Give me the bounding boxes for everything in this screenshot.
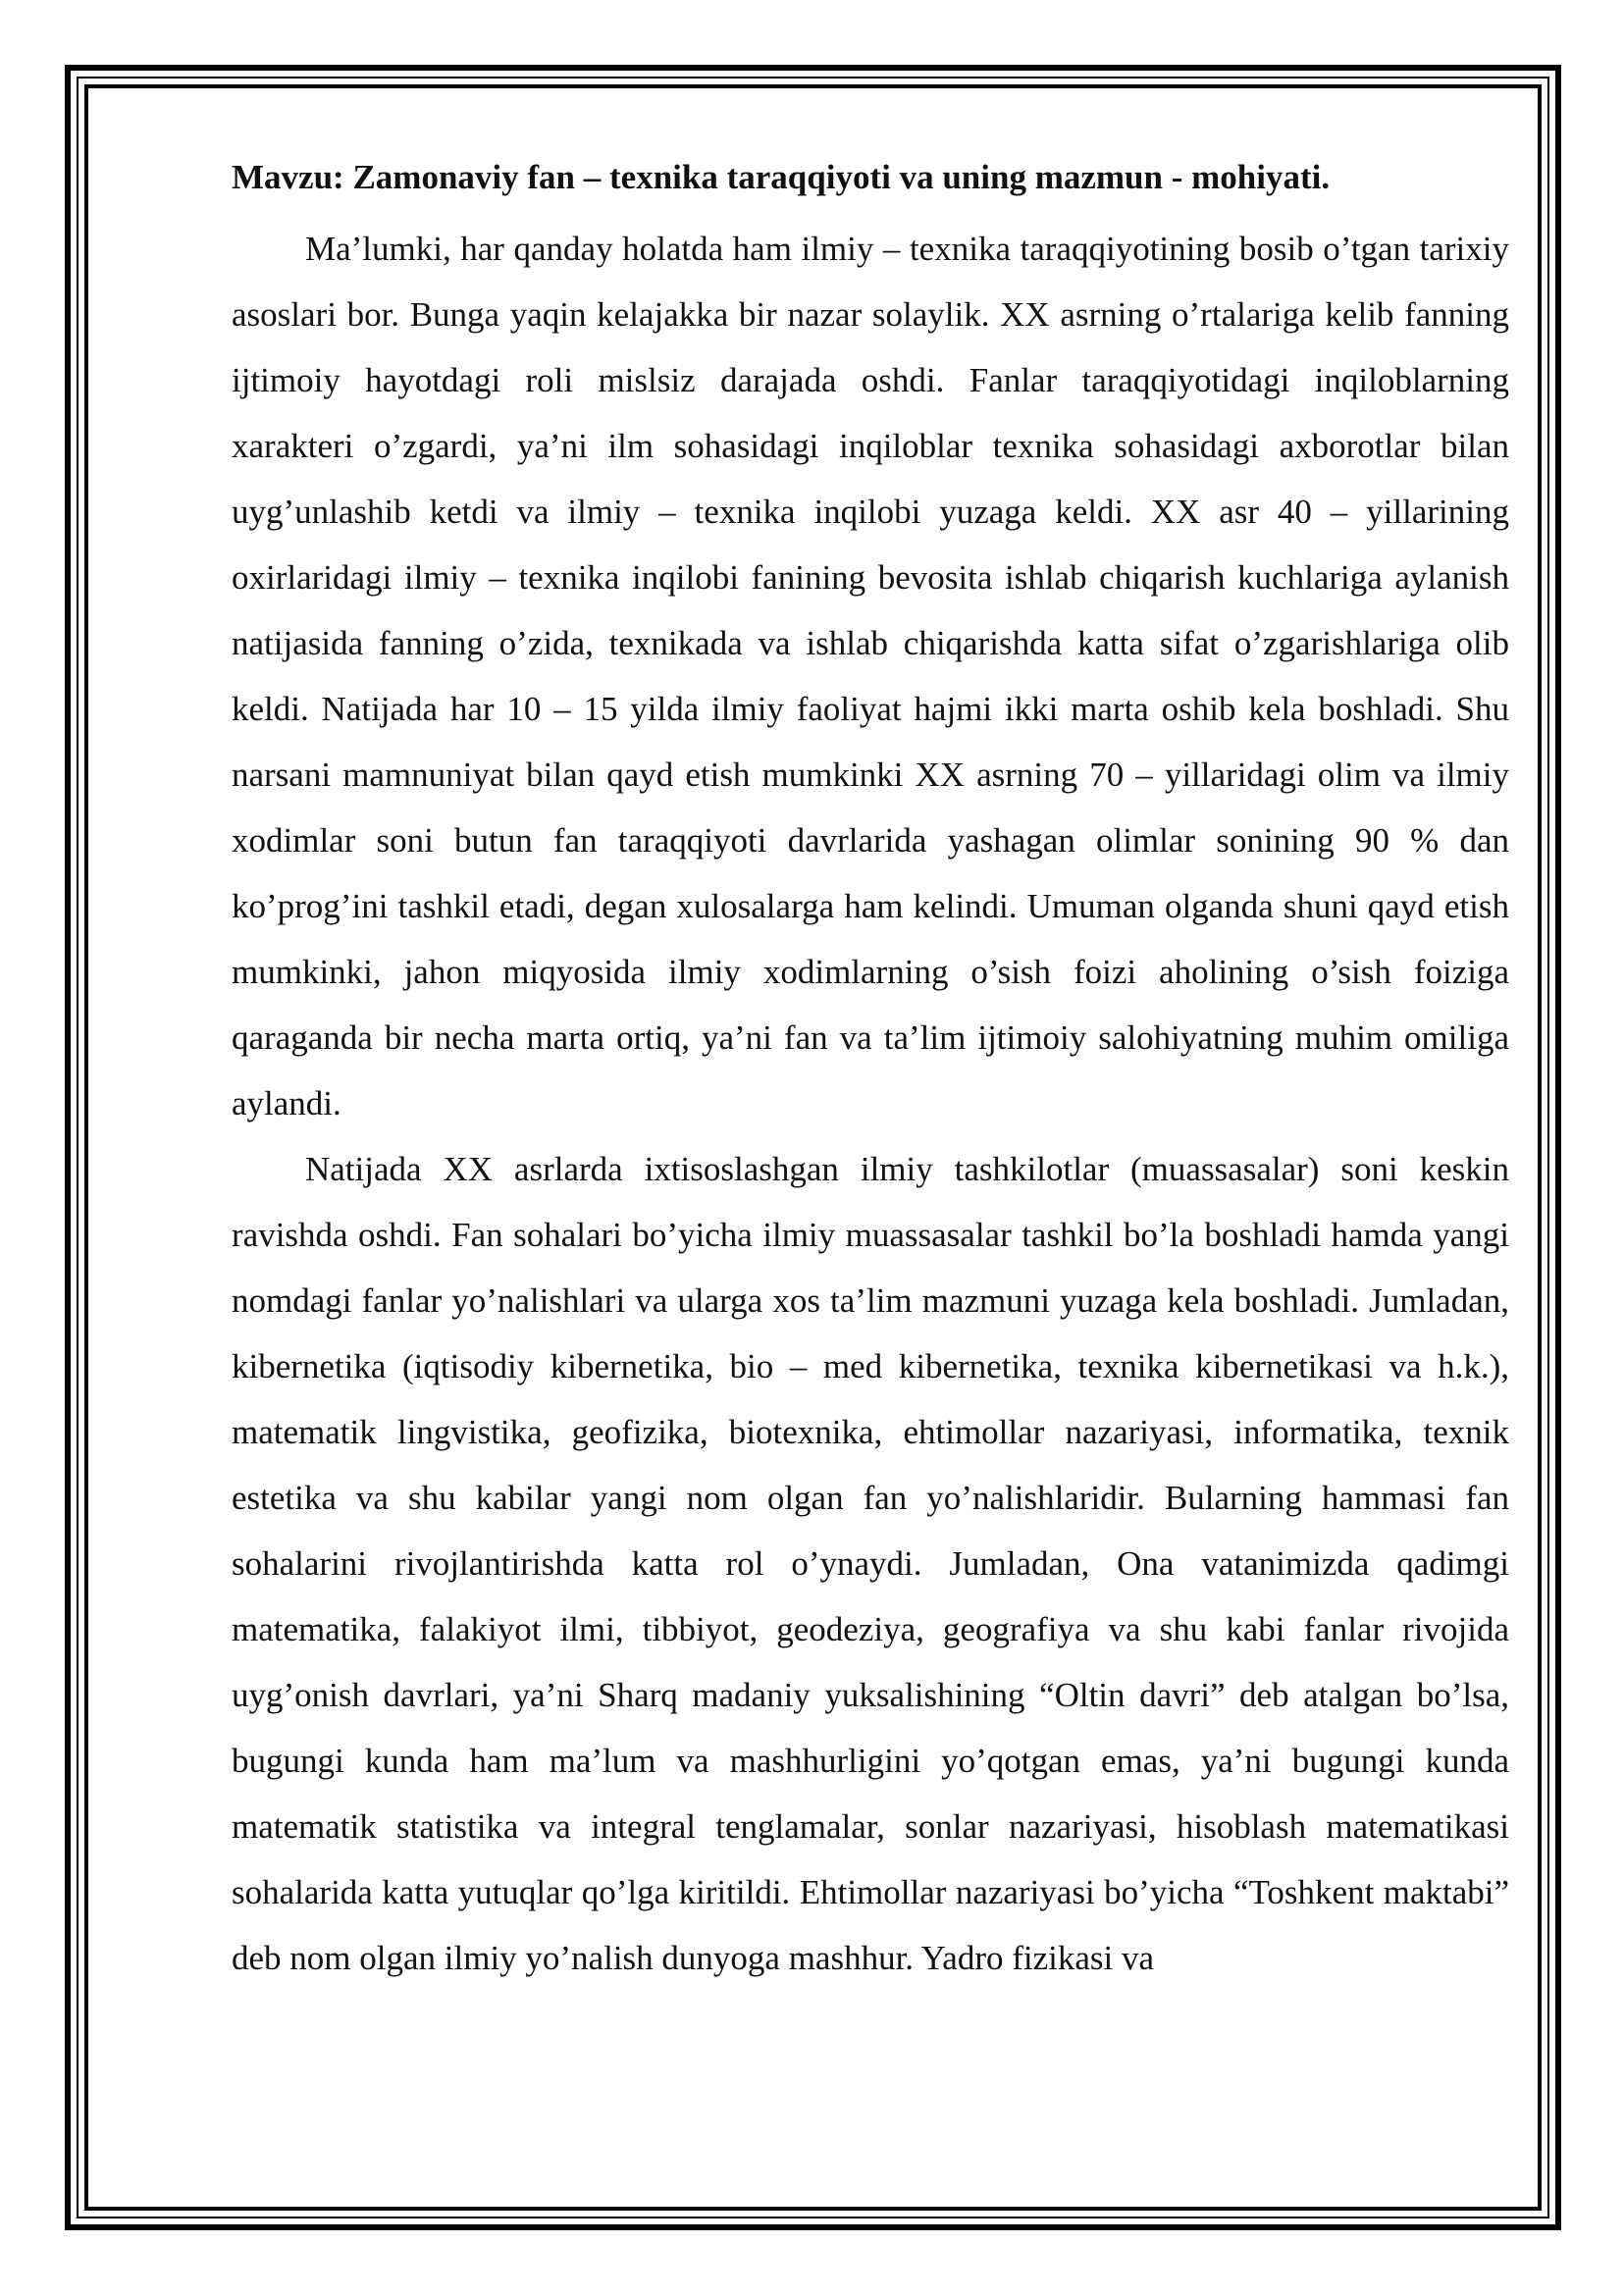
paragraph-2: Natijada XX asrlarda ixtisoslashgan ilmiy tashkilotlar (muassasalar) soni keskin ravishda oshdi. Fan sohalari bo’yicha ilmiy muassasalar tashkil bo’la boshladi hamda yangi nomdagi fanlar yo’nalishlari va ularga xos ta’lim mazmuni yuzaga kela boshladi. Jumladan, kibernetika (iqtisodiy kibernetika, bio – med kibernetika, texnika kibernetikasi va h.k.), matematik lingvistika, geofizika, biotexnika, ehtimollar nazariyasi, informatika, texnik estetika va shu kabilar yangi nom olgan fan yo’nalishlaridir. Bularning hammasi fan sohalarini rivojlantirishda katta rol o’ynaydi. Jumladan, Ona vatanimizda qadimgi matematika, falakiyot ilmi, tibbiyot, geodeziya, geografiya va shu kabi fanlar rivojida uyg’onish davrlari, ya’ni Sharq madaniy yuksalishining “Oltin davri” deb atalgan bo’lsa, bugungi kunda ham ma’lum va mashhurligini yo’qotgan emas, ya’ni bugungi kunda matematik statistika va integral tenglamalar, sonlar nazariyasi, hisoblash matematikasi sohalarida katta yutuqlar qo’lga kiritildi. Ehtimollar nazariyasi bo’yicha “Toshkent maktabi” deb nom olgan ilmiy yo’nalish dunyoga mashhur. Yadro fizikasi va: [232, 1150, 1509, 1977]
paragraph-1: Ma’lumki, har qanday holatda ham ilmiy – texnika taraqqiyotining bosib o’tgan tarixiy asoslari bor. Bunga yaqin kelajakka bir nazar solaylik. XX asrning o’rtalariga kelib fanning ijtimoiy hayotdagi roli mislsiz darajada oshdi. Fanlar taraqqiyotidagi inqiloblarning xarakteri o’zgardi, ya’ni ilm sohasidagi inqiloblar texnika sohasidagi axborotlar bilan uyg’unlashib ketdi va ilmiy – texnika inqilobi yuzaga keldi. XX asr 40 – yillarining oxirlaridagi ilmiy – texnika inqilobi fanining bevosita ishlab chiqarish kuchlariga aylanish natijasida fanning o’zida, texnikada va ishlab chiqarishda katta sifat o’zgarishlariga olib keldi. Natijada har 10 – 15 yilda ilmiy faoliyat hajmi ikki marta oshib kela boshladi. Shu narsani mamnuniyat bilan qayd etish mumkinki XX asrning 70 – yillaridagi olim va ilmiy xodimlar soni butun fan taraqqiyoti davrlarida yashagan olimlar sonining 90 % dan ko’prog’ini tashkil etadi, degan xulosalarga ham kelindi. Umuman olganda shuni qayd etish mumkinki, jahon miqyosida ilmiy xodimlarning o’sish foizi aholining o’sish foiziga qaraganda bir necha marta ortiq, ya’ni fan va ta’lim ijtimoiy salohiyatning muhim omiliga aylandi.: [232, 230, 1509, 1122]
document-title: Mavzu: Zamonaviy fan – texnika taraqqiyoti va uning mazmun - mohiyati.: [232, 158, 1331, 196]
document-body: [232, 147, 1509, 2139]
